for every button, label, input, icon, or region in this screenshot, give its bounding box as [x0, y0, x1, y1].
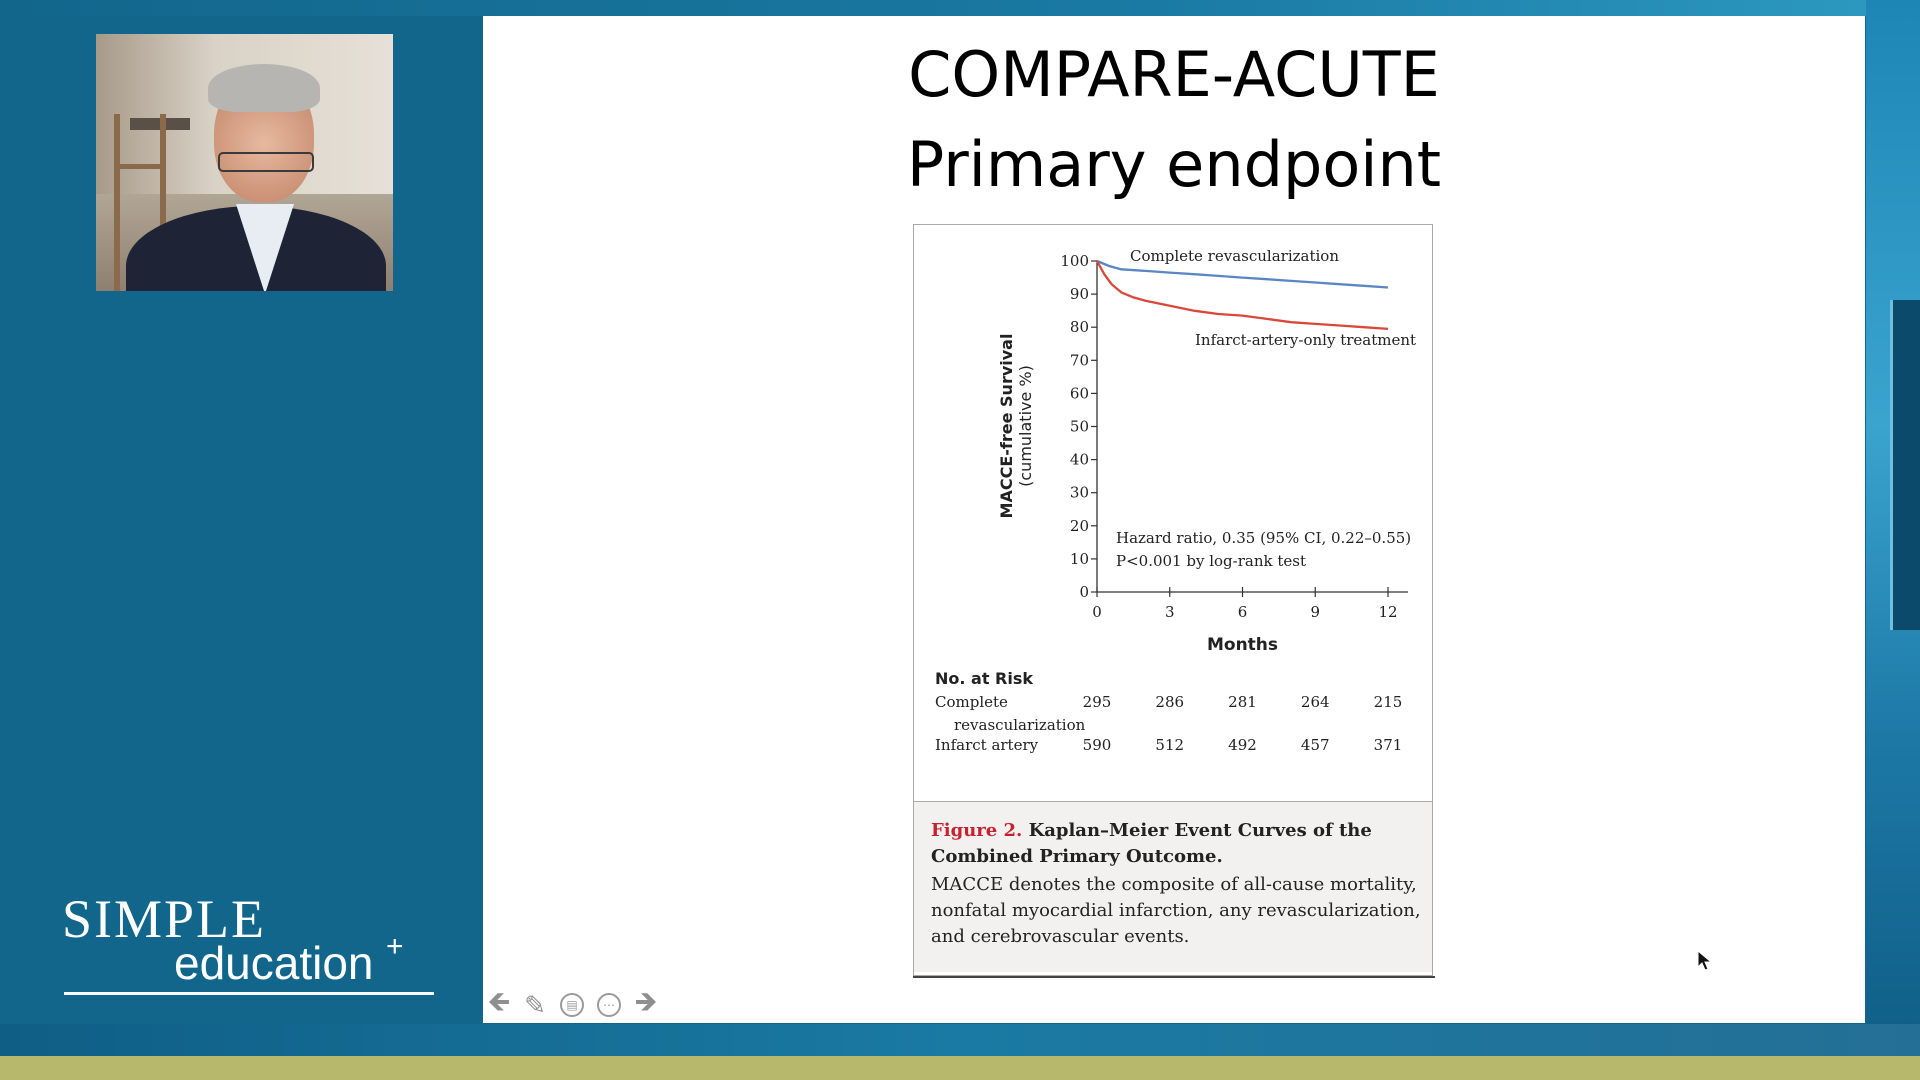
risk-cell: 590	[1082, 736, 1112, 754]
arrow-left-icon: 🡸	[487, 986, 511, 1017]
x-tick-label: 9	[1310, 603, 1321, 621]
next-slide-button[interactable]	[631, 986, 661, 1020]
presenter-glasses	[218, 152, 314, 172]
risk-row-label: Complete	[935, 693, 1008, 711]
mouse-cursor-icon	[1697, 950, 1715, 972]
caption-body: MACCE denotes the composite of all-cause mortality, nonfatal myocardial infarction, any revascularization, and cerebrovascular events.	[931, 874, 1421, 947]
figure-caption	[914, 801, 1432, 972]
logo-education: education	[174, 937, 374, 989]
webcam-shelf-board	[114, 164, 166, 169]
y-tick-label: 80	[1069, 318, 1089, 337]
y-tick-label: 30	[1069, 483, 1089, 502]
y-tick-label: 10	[1069, 549, 1089, 568]
risk-cell: 264	[1300, 693, 1330, 711]
x-tick-label: 3	[1164, 603, 1175, 621]
x-tick-label: 0	[1092, 603, 1102, 621]
screen-button[interactable]	[557, 990, 587, 1020]
more-icon: ⋯	[597, 993, 621, 1017]
risk-cell: 371	[1373, 736, 1403, 754]
risk-cell: 215	[1373, 693, 1403, 711]
y-tick-label: 60	[1069, 384, 1089, 403]
y-tick-label: 70	[1069, 351, 1089, 370]
presenter-hair	[208, 64, 320, 112]
series-label-infarct: Infarct-artery-only treatment	[1195, 331, 1417, 349]
risk-table-title: No. at Risk	[935, 669, 1034, 688]
simple-education-logo	[62, 888, 432, 1000]
risk-cell: 281	[1228, 693, 1257, 711]
y-tick-label: 100	[1060, 252, 1089, 270]
logo-underline	[64, 992, 434, 995]
footer-bar	[0, 1056, 1920, 1080]
annotation-pvalue: P<0.001 by log-rank test	[1116, 552, 1306, 570]
more-options-button[interactable]	[594, 990, 624, 1020]
y-tick-label: 90	[1069, 285, 1089, 304]
x-axis-label: Months	[1206, 635, 1279, 655]
risk-row-label: Infarct artery	[935, 736, 1039, 754]
risk-cell: 286	[1155, 693, 1185, 711]
risk-row-label-cont: revascularization	[954, 716, 1086, 734]
kaplan-meier-figure	[913, 224, 1433, 976]
y-tick-label: 40	[1069, 450, 1089, 469]
background-top	[0, 0, 1920, 16]
risk-cell: 492	[1228, 736, 1257, 754]
risk-cell: 295	[1082, 693, 1112, 711]
risk-cell: 512	[1155, 736, 1185, 754]
logo-plus: +	[386, 930, 404, 963]
background-monitor	[1890, 300, 1920, 630]
y-axis-label-line1: MACCE-free Survival	[997, 333, 1016, 519]
y-tick-label: 50	[1069, 417, 1089, 436]
caption-title: Kaplan–Meier Event Curves of the Combined Primary Outcome.	[931, 820, 1372, 867]
y-tick-label: 0	[1079, 583, 1089, 601]
prev-slide-button[interactable]	[484, 986, 514, 1020]
caption-heading	[931, 818, 1421, 870]
background-right	[1866, 0, 1920, 1056]
risk-cell: 457	[1300, 736, 1330, 754]
annotation-hazard: Hazard ratio, 0.35 (95% CI, 0.22–0.55)	[1116, 529, 1412, 547]
x-tick-label: 12	[1378, 603, 1398, 621]
logo-simple: SIMPLE	[62, 889, 267, 949]
pen-tool-button[interactable]	[520, 990, 550, 1020]
slide-subtitle: Primary endpoint	[906, 128, 1442, 201]
screen-icon: ▤	[560, 993, 584, 1017]
presenter-webcam	[96, 34, 393, 291]
caption-figure-label: Figure 2.	[931, 820, 1023, 841]
arrow-right-icon: 🡺	[634, 986, 658, 1017]
figure-underline	[913, 976, 1435, 978]
slide-title: COMPARE-ACUTE	[908, 38, 1440, 111]
y-tick-label: 20	[1069, 516, 1089, 535]
series-label-complete: Complete revascularization	[1130, 247, 1339, 265]
km-chart	[914, 225, 1432, 801]
y-axis-label-line2: (cumulative %)	[1016, 365, 1035, 487]
pen-icon: ✎	[524, 989, 546, 1020]
x-tick-label: 6	[1237, 603, 1248, 621]
background-bottom	[0, 1024, 1920, 1056]
presentation-slide	[483, 16, 1865, 1023]
